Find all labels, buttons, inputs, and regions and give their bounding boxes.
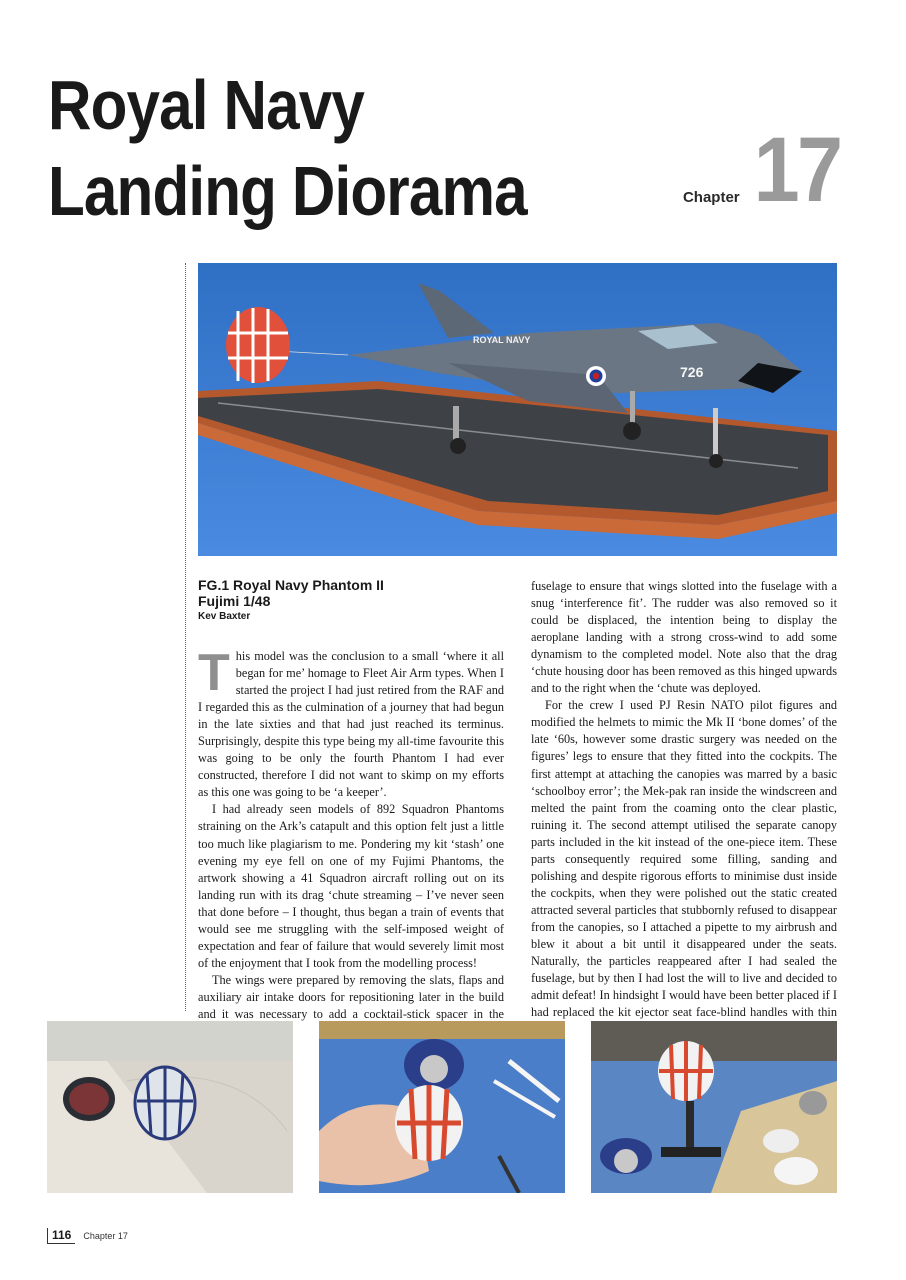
hero-photo-phantom-diorama: [198, 263, 837, 556]
aircraft-number: 726: [680, 364, 704, 380]
fin-marking-text: ROYAL NAVY: [473, 335, 531, 345]
photo-chute-drying: [591, 1021, 837, 1193]
title-line-1: Royal Navy: [48, 66, 364, 144]
photo-caption: [198, 577, 508, 622]
article-column-2: [531, 578, 837, 1038]
photo-canopy-masking: [47, 1021, 293, 1193]
chapter-number: 17: [753, 119, 840, 221]
footer-chapter-label: Chapter 17: [83, 1231, 128, 1241]
caption-title-line-1: FG.1 Royal Navy Phantom II: [198, 577, 384, 593]
chapter-heading: [682, 119, 840, 221]
caption-author: Kev Baxter: [198, 611, 251, 622]
title-line-2: Landing Diorama: [48, 152, 527, 230]
chapter-label: Chapter: [682, 189, 740, 206]
body-paragraph-4: fuselage to ensure that wings slotted into the fuselage with a snug ‘interference fit’. The rudder was also removed so it could be displaced, the intention being to display the aeroplane landing with a strong cross-wind to add some dynamism to the completed model. Note also that the drag ‘chute housing door has been removed as this hinged upwards and to the right when the ‘chute was deployed.: [531, 579, 837, 696]
column-divider: [185, 263, 186, 1011]
article-title: [48, 62, 527, 234]
body-paragraph-5: For the crew I used PJ Resin NATO pilot figures and modified the helmets to mimic the Mk II ‘bone domes’ of the late ‘60s, however some drastic surgery was needed on the figures’ legs to ensure that they fitted into the cockpits. The first attempt at attaching the canopies was marred by a basic ‘schoolboy error’; the Mek-pak ran inside the windscreen and melted the paint from the coaming onto the clear plastic, ruining it. The second attempt utilised the separate canopy parts included in the kit instead of the one-piece item. These parts consequently required some filling, sanding and polishing and despite rigorous efforts to minimise dust inside the cockpits, when they were polished out the static created attracted several particles that stubbornly refused to disappear from the canopies, so I attached a pipette to my airbrush and blew it about a bit until it disappeared under the seats. Naturally, the particles reappeared after I had sealed the fuselage, but by then I had lost the will to live and decided to admit defeat! In hindsight I would have been better placed if I had replaced the kit ejector seat face-blind handles with thin: [531, 698, 837, 1020]
article-column-1: [198, 644, 504, 1040]
page-footer: [47, 1228, 128, 1244]
body-paragraph-2: I had already seen models of 892 Squadron Phantoms straining on the Ark’s catapult and this option felt just a little too much like plagiarism to me. Pondering my kit ‘stash’ one evening my eye fell on one of my Fujimi Phantoms, the artwork showing a 41 Squadron aircraft rolling out on its landing run with its drag ‘chute streaming – I’ve never seen that done before – I thought, thus began a train of events that would see me struggling with the self-imposed weight of expectation and fear of failure that would severely limit most of the enjoyment that I took from the modelling process!: [198, 802, 504, 970]
body-paragraph-1: [198, 644, 504, 801]
paragraph-1-text: his model was the conclusion to a small ‘where it all began for me’ homage to Fleet Air Arm types. When I started the project I had just retired from the RAF and I regarded this as the culmination of a journey that had begun in the late sixties and that had just reached its terminus. Surprisingly, despite this type being my all-time favourite this was going to be only the fourth Phantom I had ever constructed, therefore I did not want to skimp on my efforts as this one was going to be ‘a keeper’.: [198, 649, 504, 800]
caption-title-line-2: Fujimi 1/48: [198, 593, 271, 609]
page-number: 116: [47, 1228, 75, 1244]
caption-title: [198, 577, 508, 609]
photo-chute-painting: [319, 1021, 565, 1193]
body-paragraph-3: The wings were prepared by removing the slats, flaps and auxiliary air intake doors for repositioning later in the build and it was necessary to add a cocktail-stick spacer in the: [198, 972, 504, 1021]
drop-cap: T: [198, 644, 230, 702]
